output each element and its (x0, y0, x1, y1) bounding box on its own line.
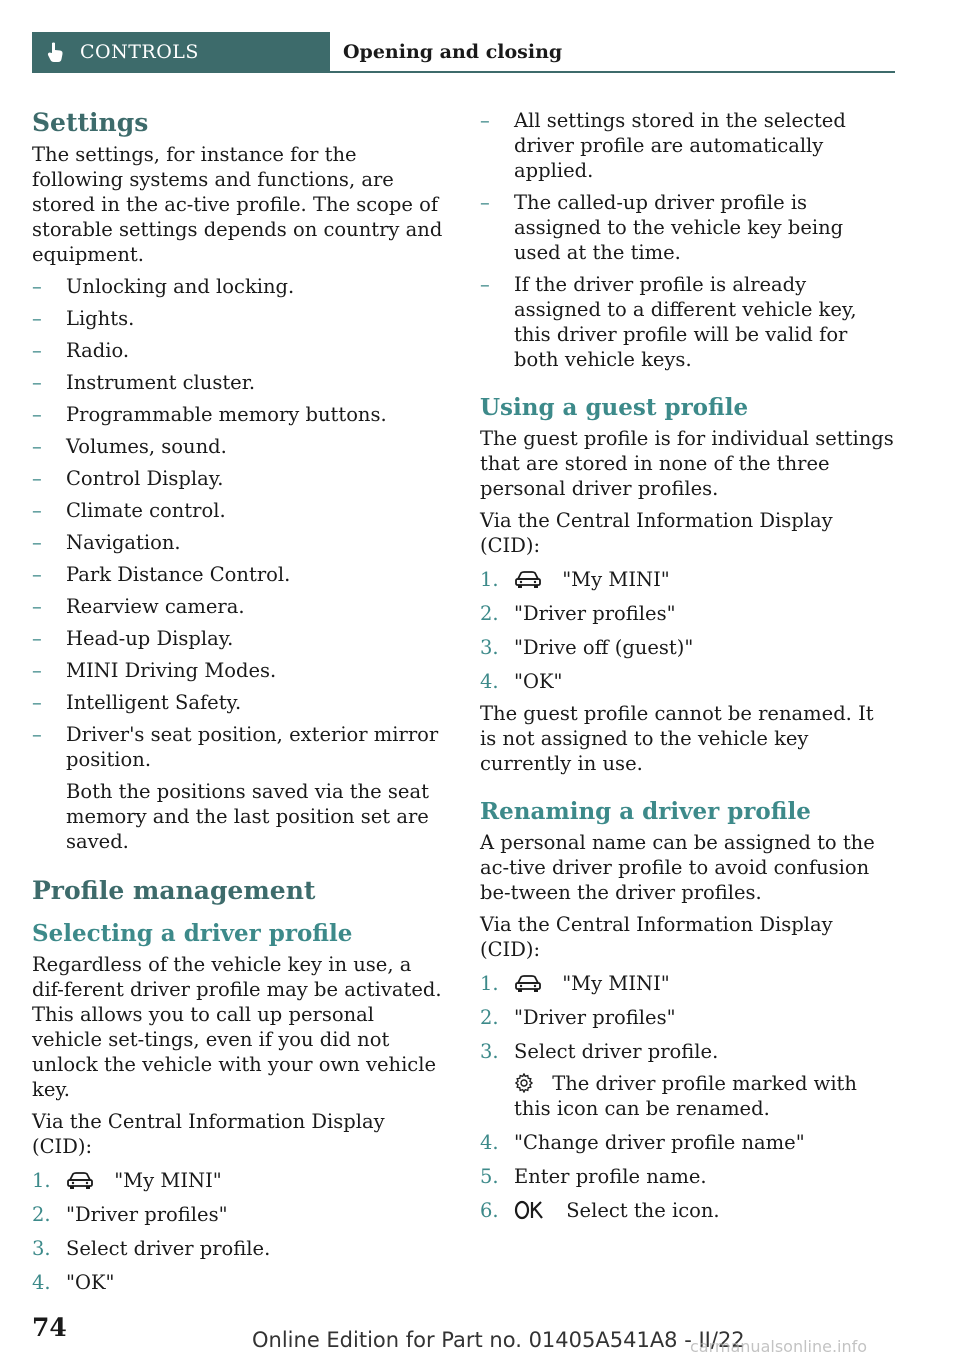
step-text: "Driver profiles" (66, 1203, 228, 1226)
settings-heading: Settings (32, 108, 149, 137)
step-text: Select the icon. (566, 1199, 720, 1222)
guest-steps (480, 567, 894, 694)
guest-profile-intro: The guest profile is for individual settings that are stored in none of the three personal driver profiles. (480, 427, 894, 500)
step-number: 4. (480, 670, 499, 693)
list-item (480, 1039, 894, 1064)
page-header (32, 32, 895, 73)
renaming-profile-heading: Renaming a driver profile (480, 798, 811, 825)
list-item: – If the driver profile is already assigned to a different vehicle key, this driver profile will be valid for both vehicle keys. (480, 272, 894, 372)
step-number: 2. (480, 602, 499, 625)
select-steps (32, 1168, 446, 1295)
list-item (480, 1130, 894, 1155)
list-item (32, 1168, 446, 1193)
list-item: – Programmable memory buttons. (32, 402, 446, 427)
step-number: 1. (480, 568, 499, 591)
watermark: carmanualsonline.info (690, 1337, 868, 1356)
step-number: 2. (480, 1006, 499, 1029)
list-item (480, 1198, 894, 1223)
edition-footer: Online Edition for Part no. 01405A541A8 - II/22 (252, 1328, 745, 1352)
section-label: CONTROLS (80, 40, 199, 63)
list-item: – The called-up driver profile is assigned to the vehicle key being used at the time. (480, 190, 894, 265)
list-item (480, 669, 894, 694)
step-number: 1. (32, 1169, 51, 1192)
step-number: 3. (32, 1237, 51, 1260)
step-number: 5. (480, 1165, 499, 1188)
list-item (480, 635, 894, 660)
list-item: – Driver's seat position, exterior mirror position. (32, 722, 446, 772)
section-tab (32, 32, 330, 71)
list-item: – Intelligent Safety. (32, 690, 446, 715)
step-text: "Driver profiles" (514, 602, 676, 625)
settings-list (32, 274, 446, 772)
page-number: 74 (32, 1313, 67, 1342)
list-item: – All settings stored in the selected driver profile are automatically applied. (480, 108, 894, 183)
step-number: 3. (480, 1040, 499, 1063)
list-item: – Radio. (32, 338, 446, 363)
page-title: Opening and closing (343, 40, 563, 63)
list-item: – Instrument cluster. (32, 370, 446, 395)
gear-note-text: The driver profile marked with this icon can be renamed. (514, 1072, 857, 1120)
step-number: 2. (32, 1203, 51, 1226)
list-item: – Volumes, sound. (32, 434, 446, 459)
list-item (480, 601, 894, 626)
step-text: "My MINI" (562, 568, 670, 591)
list-item (480, 971, 894, 996)
ok-icon (514, 1200, 546, 1220)
list-item: – Rearview camera. (32, 594, 446, 619)
guest-profile-note: The guest profile cannot be renamed. It is not assigned to the vehicle key currently in use. (480, 702, 874, 775)
step-number: 6. (480, 1199, 499, 1222)
selecting-profile-intro: Regardless of the vehicle key in use, a dif-ferent driver profile may be activated. This allows you to call up personal vehicle set-tings, even if you did not unlock the vehicle with your own vehicle key. (32, 953, 442, 1101)
step-text: "Driver profiles" (514, 1006, 676, 1029)
list-item: – Climate control. (32, 498, 446, 523)
list-item (480, 1005, 894, 1030)
right-column (480, 108, 894, 1223)
list-item (480, 567, 894, 592)
list-item (32, 1236, 446, 1261)
list-item: – Control Display. (32, 466, 446, 491)
step-text: "Drive off (guest)" (514, 636, 694, 659)
selecting-profile-heading: Selecting a driver profile (32, 920, 353, 947)
step-number: 3. (480, 636, 499, 659)
renaming-profile-intro: A personal name can be assigned to the ac-tive driver profile to avoid confusion be-tween the driver profiles. (480, 831, 875, 904)
pointing-hand-icon (44, 41, 66, 63)
step-number: 1. (480, 972, 499, 995)
gear-icon-note (480, 1071, 894, 1121)
gear-icon (514, 1073, 534, 1093)
step-text: "Change driver profile name" (514, 1131, 805, 1154)
list-item: – Lights. (32, 306, 446, 331)
seat-memory-note: Both the positions saved via the seat memory and the last position set are saved. (66, 780, 429, 853)
via-cid-text: Via the Central Information Display (CID): (480, 913, 833, 961)
guest-profile-heading: Using a guest profile (480, 394, 749, 421)
via-cid-text: Via the Central Information Display (CID): (32, 1110, 385, 1158)
step-number: 4. (32, 1271, 51, 1294)
step-text: Select driver profile. (66, 1237, 271, 1260)
list-item (32, 1202, 446, 1227)
step-text: "My MINI" (114, 1169, 222, 1192)
step-text: "My MINI" (562, 972, 670, 995)
settings-intro: The settings, for instance for the following systems and functions, are stored in the ac-tive profile. The scope of storable settings depends on country and equipment. (32, 143, 443, 266)
step-text: "OK" (66, 1271, 115, 1294)
list-item: – Head-up Display. (32, 626, 446, 651)
list-item: – Unlocking and locking. (32, 274, 446, 299)
list-item: – Park Distance Control. (32, 562, 446, 587)
car-icon (514, 570, 542, 588)
rename-steps-continued (480, 1130, 894, 1223)
profile-management-heading: Profile management (32, 876, 316, 905)
car-icon (66, 1171, 94, 1189)
left-column (32, 108, 446, 1295)
list-item (32, 1270, 446, 1295)
via-cid-text: Via the Central Information Display (CID): (480, 509, 833, 557)
step-text: Enter profile name. (514, 1165, 707, 1188)
rename-steps (480, 971, 894, 1064)
list-item (480, 1164, 894, 1189)
step-text: Select driver profile. (514, 1040, 719, 1063)
step-number: 4. (480, 1131, 499, 1154)
list-item: – Navigation. (32, 530, 446, 555)
list-item: – MINI Driving Modes. (32, 658, 446, 683)
profile-behavior-list (480, 108, 894, 372)
step-text: "OK" (514, 670, 563, 693)
car-icon (514, 974, 542, 992)
